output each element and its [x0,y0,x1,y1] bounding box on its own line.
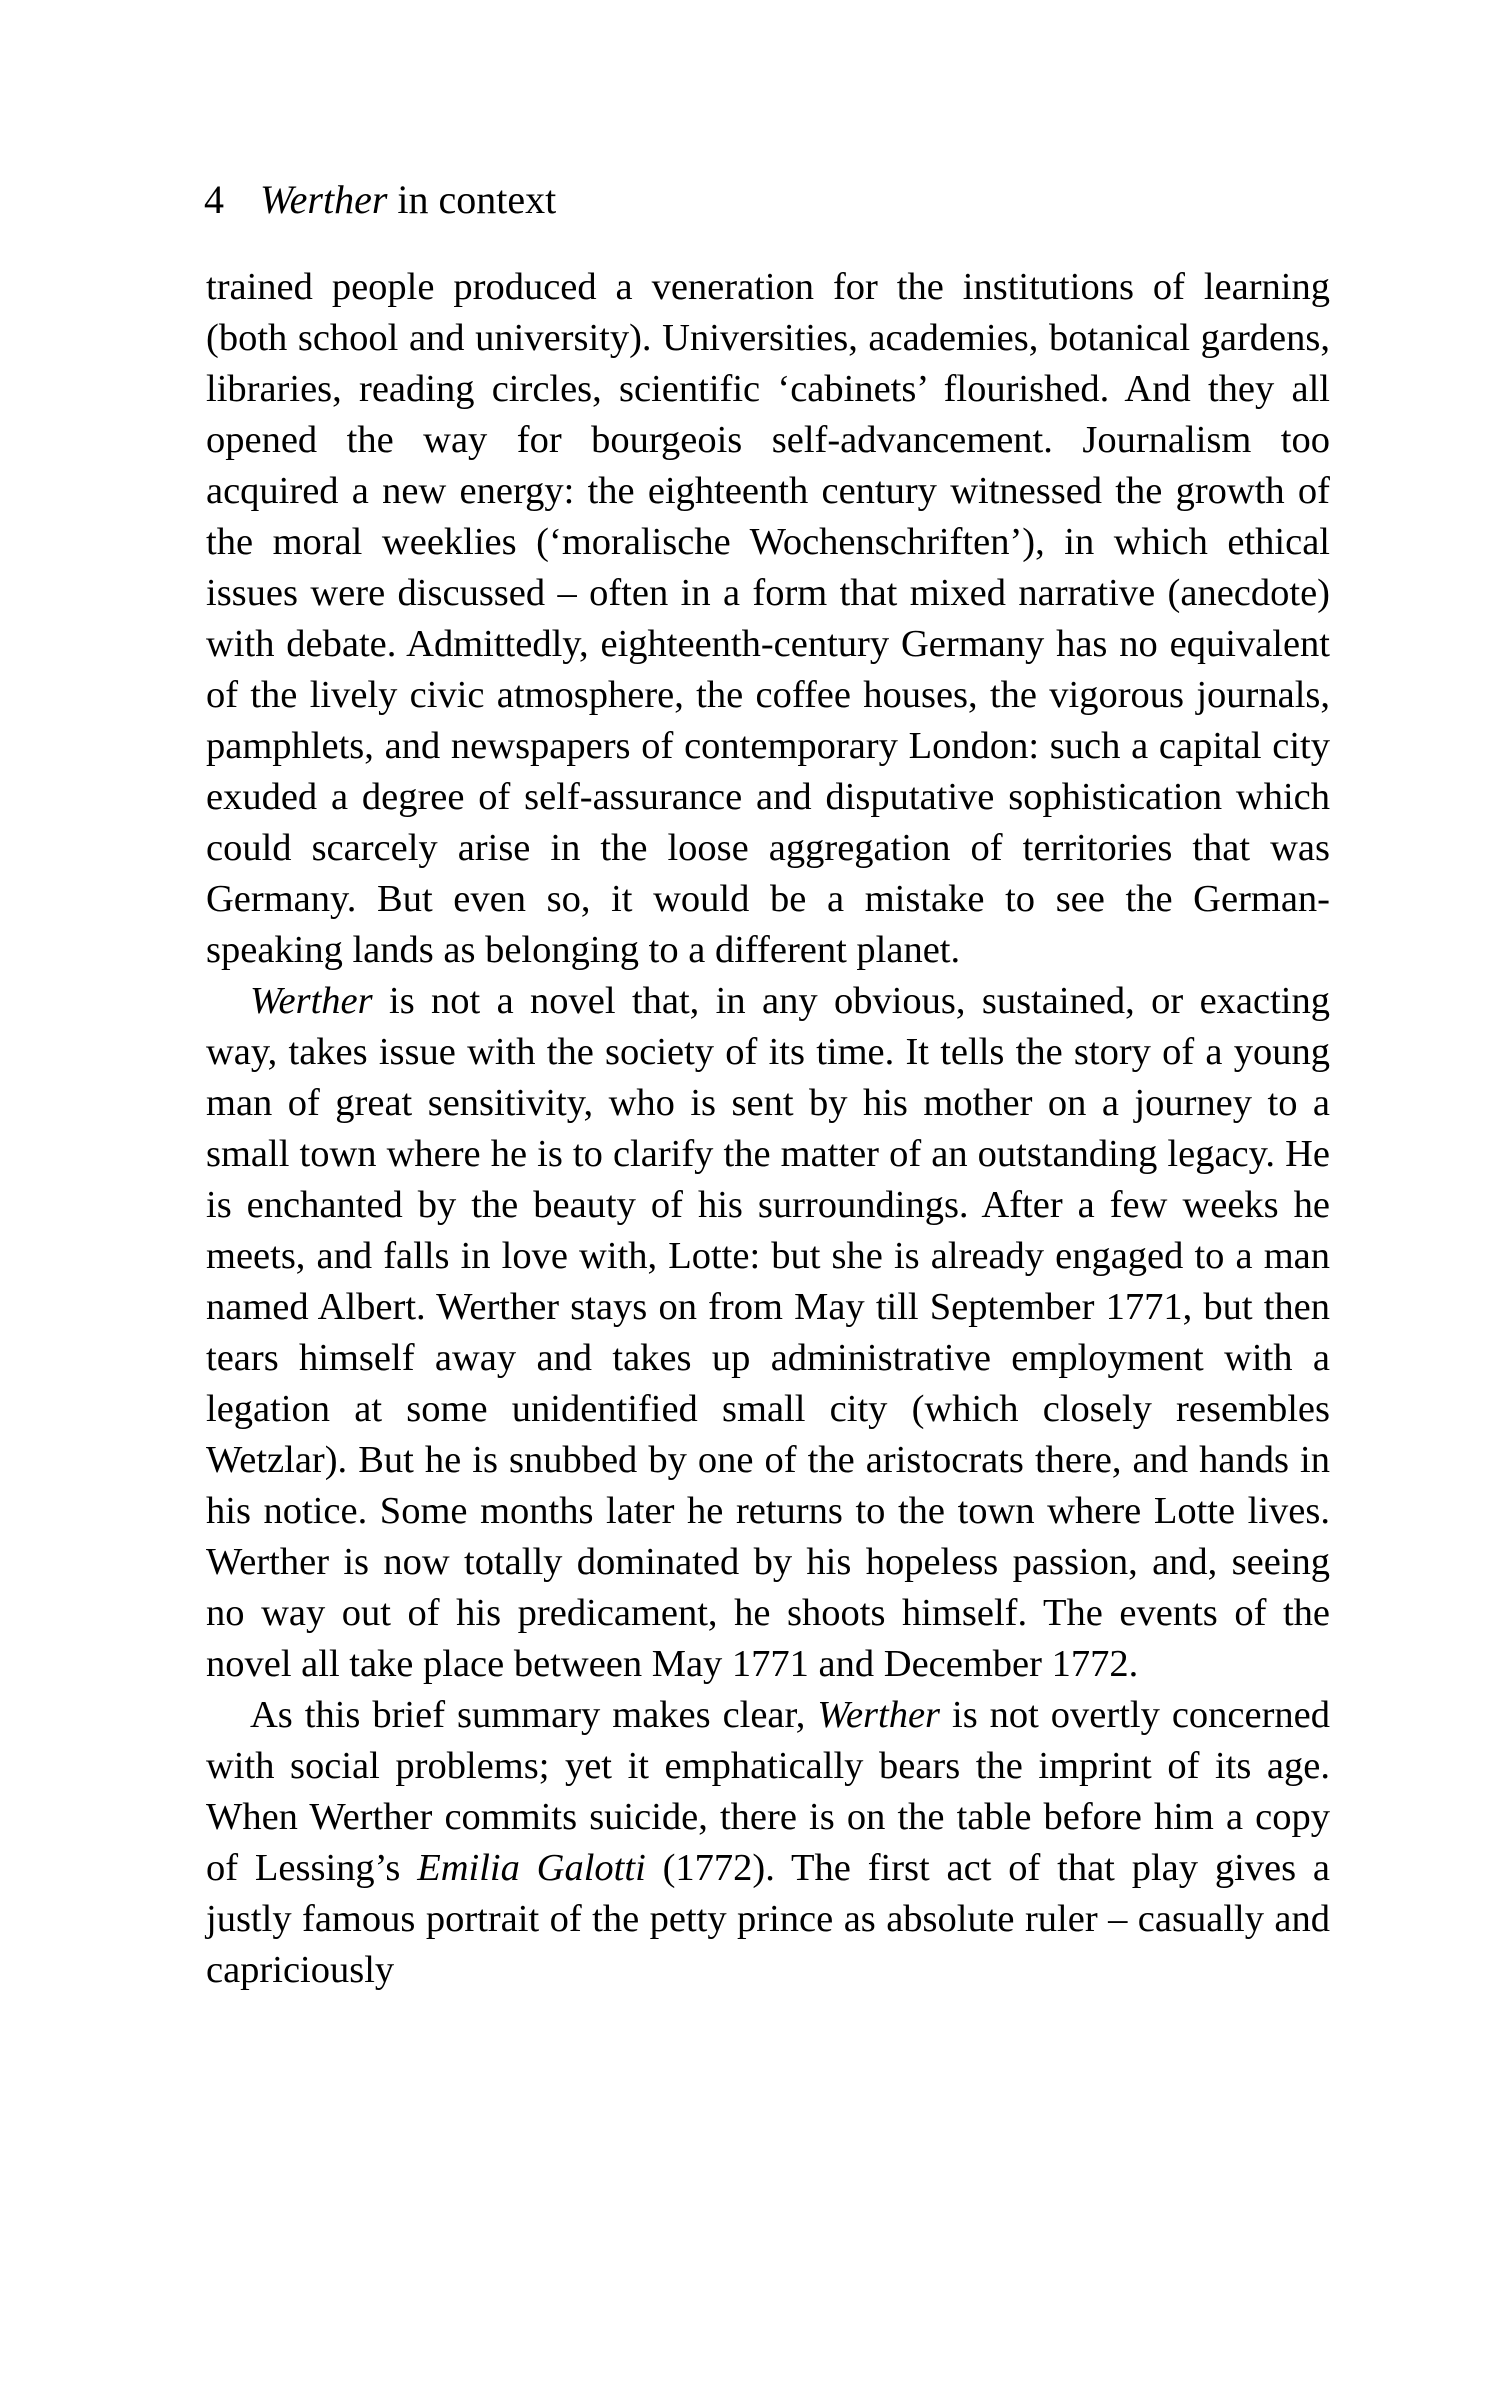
paragraph-3 [206,1690,1330,1996]
paragraph-3-text-c: (1772). The first act of that play gives a justly famous portrait of the petty prince as absolute ruler – casually and capriciously [206,1847,1331,1991]
running-head-title-rest: in context [397,177,557,222]
paragraph-3-italic-b: Emilia Galotti [417,1847,646,1889]
paragraph-1-text: trained people produced a veneration for the institutions of learning (both school and university). Universities, academies, botanical gardens, libraries, reading circles, scientific ‘cabinets’ flourished. And they all opened the way for bourgeois self-advancement. Journalism too acquired a new energy: the eighteenth century witnessed the growth of the moral weeklies (‘moralische Wochenschriften’), in which ethical issues were discussed – often in a form that mixed narrative (anecdote) with debate. Admittedly, eighteenth-century Germany has no equivalent of the lively civic atmosphere, the coffee houses, the vigorous journals, pamphlets, and newspapers of contemporary London: such a capital city exuded a degree of self-assurance and disputative sophistication which could scarcely arise in the loose aggregation of territories that was Germany. But even so, it would be a mistake to see the German-speaking lands as belonging to a different planet. [206,266,1330,971]
paragraph-3-italic-a: Werther [817,1694,941,1736]
page-number: 4 [204,177,224,222]
body-text [206,262,1330,1996]
paragraph-2 [206,976,1330,1690]
running-head [204,172,556,228]
running-head-title-italic: Werther [260,177,388,222]
paragraph-1 [206,262,1330,976]
paragraph-3-text-b: is not overtly concerned with social problems; yet it emphatically bears the imprint of its age. When Werther commits suicide, there is on the table before him a copy of Lessing’s [206,1694,1331,1889]
paragraph-2-text: is not a novel that, in any obvious, sustained, or exacting way, takes issue with the society of its time. It tells the story of a young man of great sensitivity, who is sent by his mother on a journey to a small town where he is to clarify the matter of an outstanding legacy. He is enchanted by the beauty of his surroundings. After a few weeks he meets, and falls in love with, Lotte: but she is already engaged to a man named Albert. Werther stays on from May till September 1771, but then tears himself away and takes up administrative employment with a legation at some unidentified small city (which closely resembles Wetzlar). But he is snubbed by one of the aristocrats there, and hands in his notice. Some months later he returns to the town where Lotte lives. Werther is now totally dominated by his hopeless passion, and, seeing no way out of his predicament, he shoots himself. The events of the novel all take place between May 1771 and December 1772. [206,980,1330,1685]
paragraph-3-text-a: As this brief summary makes clear, [250,1694,818,1736]
paragraph-2-lead-italic: Werther [250,980,373,1022]
